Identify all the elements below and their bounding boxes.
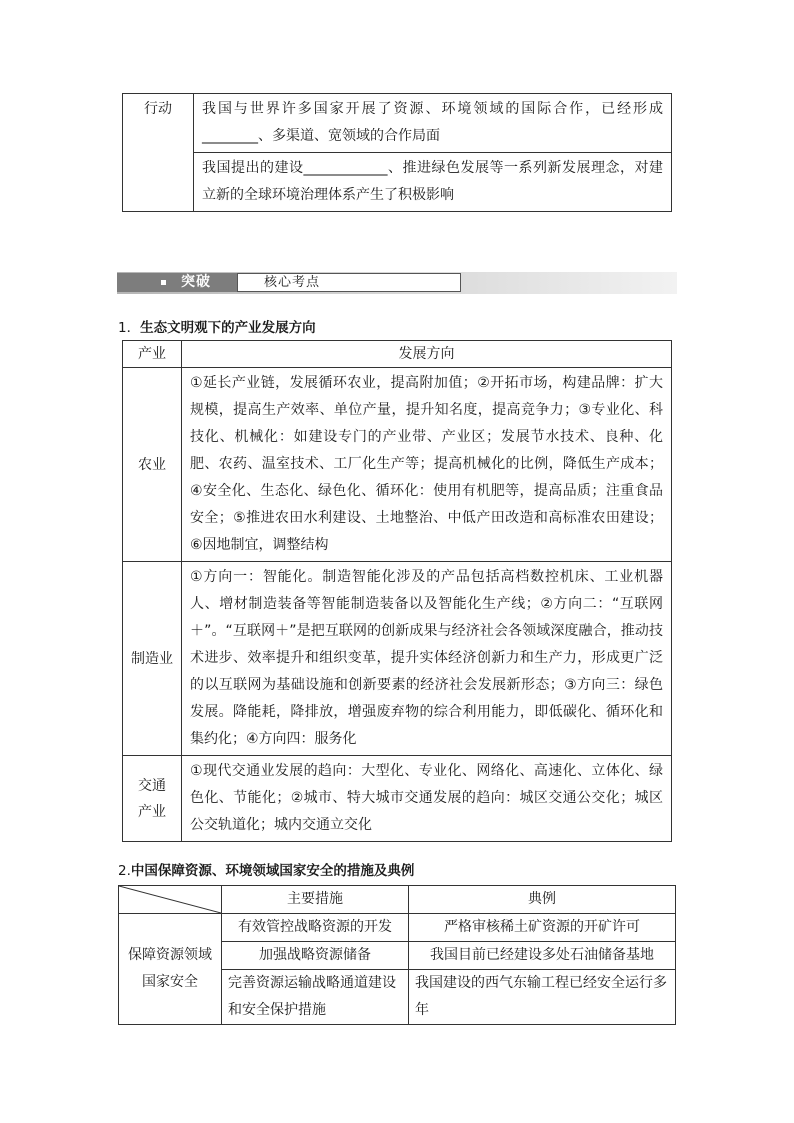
header-measures: 主要措施 — [222, 886, 409, 914]
section-1-heading — [118, 316, 316, 336]
action-table — [122, 93, 672, 212]
security-table — [118, 885, 676, 1025]
industry-agriculture: 农业 — [123, 368, 182, 562]
industry-transport-line1: 交通 — [138, 777, 166, 794]
action-row-1: 我国与世界许多国家开展了资源、环境领域的国际合作，已经形成________、多渠道、宽领域的合作局面 — [194, 94, 672, 153]
action-label: 行动 — [123, 94, 194, 212]
direction-manufacturing: ①方向一：智能化。制造智能化涉及的产品包括高档数控机床、工业机器人、增材制造装备等智能制造装备以及智能化生产线；②方向二：“互联网＋”。“互联网＋”是把互联网的创新成果与经济社会各领域深度融合，推动技术进步、效率提升和组织变革，提升实体经济创新力和生产力，形成更广泛的以互联网为基础设施和创新要素的经济社会发展新形态；③方向三：绿色发展。降能耗，降排放，增强废弃物的综合利用能力，即低碳化、循环化和集约化；④方向四：服务化 — [182, 562, 672, 756]
section-1-title: 生态文明观下的产业发展方向 — [140, 320, 316, 336]
square-bullet-icon — [161, 280, 166, 285]
industry-table — [122, 340, 672, 842]
table-row — [123, 756, 672, 842]
header-examples: 典例 — [409, 886, 676, 914]
table-header-row — [119, 886, 676, 914]
header-direction: 发展方向 — [182, 341, 672, 368]
direction-transport: ①现代交通业发展的趋向：大型化、专业化、网络化、高速化、立体化、绿色化、节能化；②城市、特大城市交通发展的趋向：城区交通公交化；城区公交轨道化；城内交通立交化 — [182, 756, 672, 842]
banner-tag-text: 突破 — [181, 274, 211, 290]
table-header-row — [123, 341, 672, 368]
industry-manufacturing: 制造业 — [123, 562, 182, 756]
action-row-2: 我国提出的建设____________、推进绿色发展等一系列新发展理念，对建立新的全球环境治理体系产生了积极影响 — [194, 153, 672, 212]
header-industry: 产业 — [123, 341, 182, 368]
banner-title: 核心考点 — [264, 275, 321, 290]
measure-1: 有效管控战略资源的开发 — [222, 914, 409, 942]
example-2: 我国目前已经建设多处石油储备基地 — [409, 942, 676, 970]
measure-3: 完善资源运输战略通道建设和安全保护措施 — [222, 970, 409, 1025]
section-banner — [117, 272, 677, 294]
industry-transport-line2: 产业 — [138, 803, 166, 820]
diagonal-line — [119, 886, 221, 913]
section-1-number: 1． — [118, 320, 141, 336]
table-row — [123, 562, 672, 756]
security-row-label-line2: 国家安全 — [142, 974, 198, 990]
example-3: 我国建设的西气东输工程已经安全运行多年 — [409, 970, 676, 1025]
security-row-label-line1: 保障资源领域 — [128, 947, 212, 963]
security-row-label — [119, 914, 222, 1025]
banner-title-box — [237, 273, 461, 292]
direction-agriculture: ①延长产业链，发展循环农业，提高附加值；②开拓市场，构建品牌：扩大规模，提高生产效率、单位产量，提升知名度，提高竞争力；③专业化、科技化、机械化：如建设专门的产业带、产业区；发展节水技术、良种、化肥、农药、温室技术、工厂化生产等；提高机械化的比例，降低生产成本；④安全化、生态化、绿色化、循环化：使用有机肥等，提高品质；注重食品安全；⑤推进农田水利建设、土地整治、中低产田改造和高标准农田建设；⑥因地制宜，调整结构 — [182, 368, 672, 562]
table-row — [119, 914, 676, 942]
section-2-title: 中国保障资源、环境领域国家安全的措施及典例 — [130, 863, 415, 879]
measure-2: 加强战略资源储备 — [222, 942, 409, 970]
table-row — [123, 368, 672, 562]
banner-tag — [117, 273, 237, 292]
diagonal-header-cell — [119, 886, 222, 914]
industry-transport — [123, 756, 182, 842]
section-2-heading — [118, 859, 414, 879]
section-2-number: 2. — [118, 863, 131, 879]
example-1: 严格审核稀土矿资源的开矿许可 — [409, 914, 676, 942]
